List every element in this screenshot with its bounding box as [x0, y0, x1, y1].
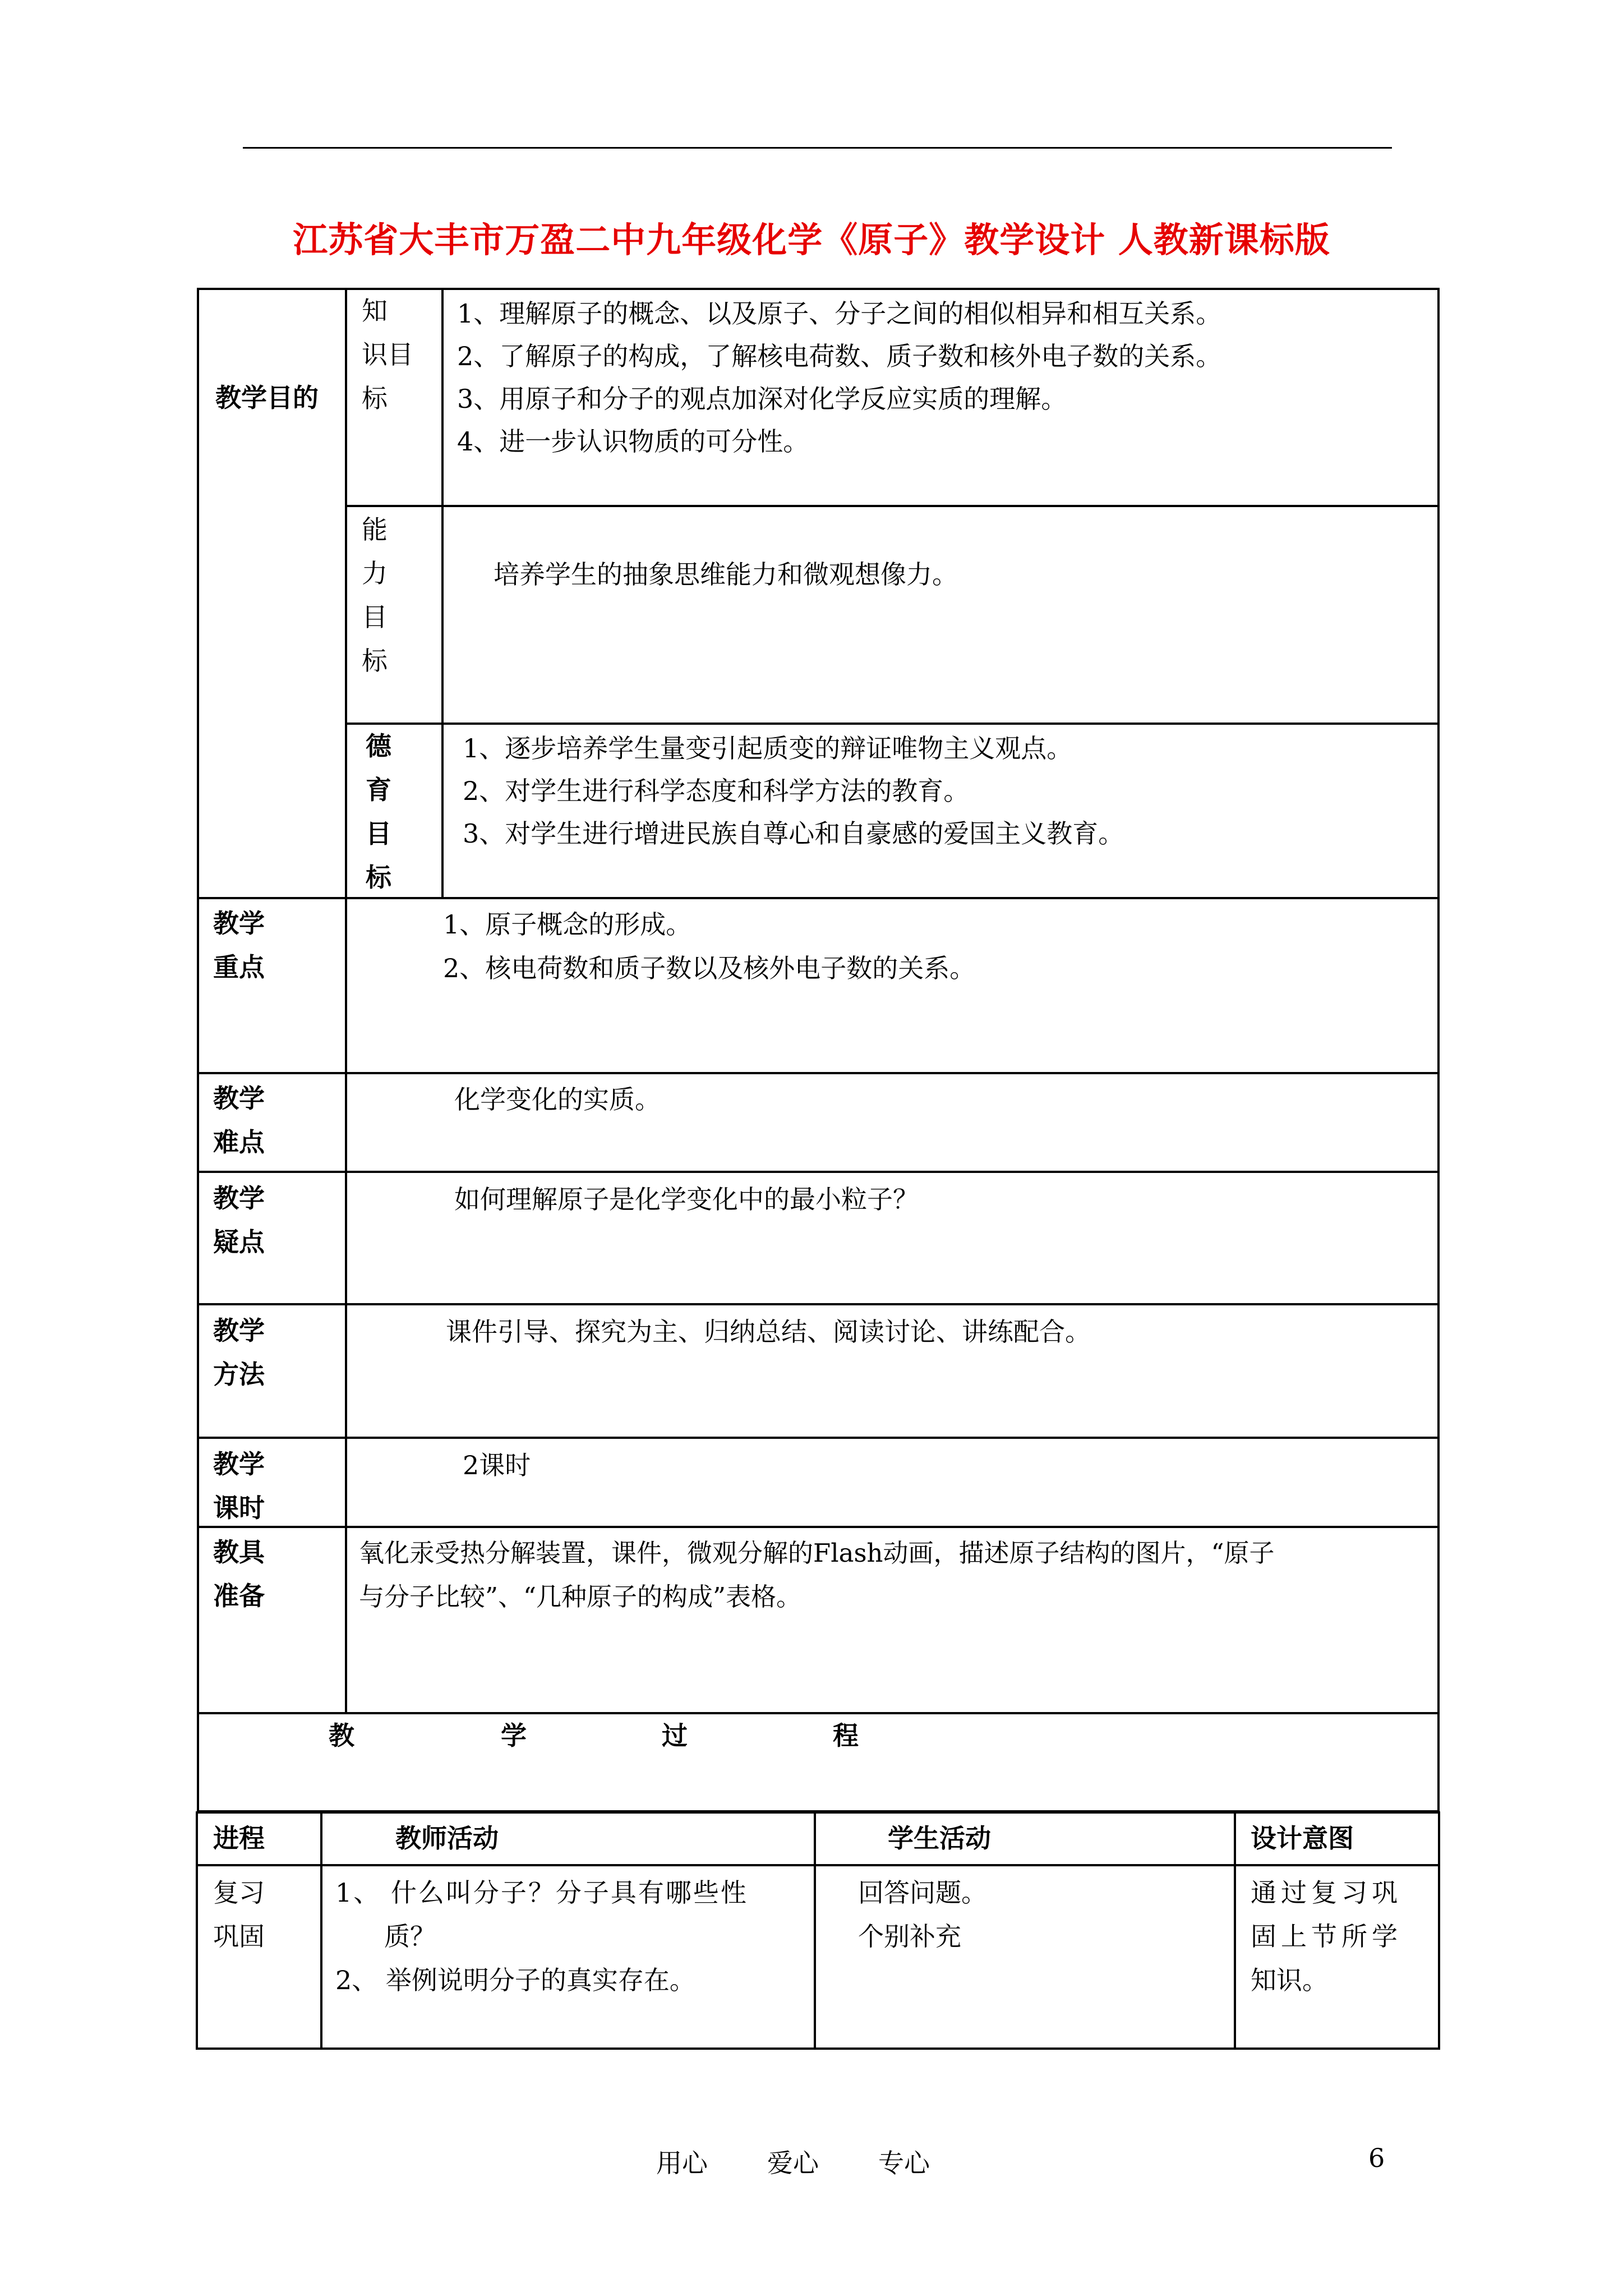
- ability-label-4: 标: [362, 646, 388, 676]
- intent-line-2: 固上节所学: [1251, 1921, 1402, 1952]
- process-heading-2: 学: [501, 1720, 527, 1751]
- method-label-2: 方法: [213, 1359, 265, 1389]
- row-divider: [197, 1303, 1440, 1305]
- column-header-student: 学生活动: [888, 1823, 991, 1853]
- teacher-line-2: 质？: [384, 1921, 436, 1952]
- ability-label-1: 能: [362, 514, 388, 545]
- row-divider: [197, 1171, 1440, 1173]
- footer-item-3: 专心: [878, 2148, 930, 2178]
- process-heading-4: 程: [833, 1720, 859, 1751]
- moral-label-2: 育: [366, 775, 391, 805]
- method-label-1: 教学: [213, 1315, 265, 1346]
- stage-line-2: 巩固: [213, 1921, 265, 1952]
- row-divider: [197, 1437, 1440, 1439]
- equipment-label-1: 教具: [213, 1537, 265, 1567]
- objectives-label: 教学目的: [215, 383, 319, 413]
- page-number: 6: [1368, 2143, 1385, 2173]
- equipment-line-2: 与分子比较”、“几种原子的构成”表格。: [359, 1582, 802, 1612]
- difficulty-text: 化学变化的实质。: [454, 1084, 661, 1115]
- difficulty-label-1: 教学: [213, 1083, 265, 1114]
- key-point-2: 2、核电荷数和质子数以及核外电子数的关系。: [443, 953, 976, 983]
- row-divider: [197, 1526, 1440, 1528]
- header-rule: [243, 147, 1392, 149]
- column-header-teacher: 教师活动: [395, 1823, 499, 1853]
- column-divider: [345, 288, 347, 1712]
- teacher-line-3: 2、 举例说明分子的真实存在。: [335, 1965, 695, 1995]
- ability-label-3: 目: [362, 602, 388, 632]
- difficulty-label-2: 难点: [213, 1127, 265, 1157]
- row-divider: [346, 505, 1438, 507]
- footer-item-2: 爱心: [767, 2148, 819, 2178]
- knowledge-label-2: 识目: [362, 339, 413, 370]
- student-line-2: 个别补充: [858, 1921, 961, 1952]
- stage-line-1: 复习: [213, 1878, 265, 1908]
- moral-item-2: 2、对学生进行科学态度和科学方法的教育。: [463, 776, 970, 806]
- column-divider: [320, 1811, 322, 2050]
- key-point-1: 1、原子概念的形成。: [443, 909, 692, 940]
- moral-label-4: 标: [366, 862, 391, 892]
- knowledge-item-3: 3、用原子和分子的观点加深对化学反应实质的理解。: [457, 384, 1067, 414]
- column-divider: [441, 288, 444, 898]
- moral-label-3: 目: [366, 818, 391, 849]
- page-title: 江苏省大丰市万盈二中九年级化学《原子》教学设计 人教新课标版: [293, 219, 1330, 260]
- row-divider: [197, 1072, 1440, 1074]
- process-heading-1: 教: [329, 1720, 354, 1751]
- knowledge-item-2: 2、了解原子的构成，了解核电荷数、质子数和核外电子数的关系。: [457, 341, 1222, 371]
- hours-label-1: 教学: [213, 1449, 265, 1479]
- knowledge-label-3: 标: [362, 383, 388, 413]
- row-divider: [346, 723, 1438, 725]
- equipment-label-2: 准备: [213, 1581, 265, 1611]
- intent-line-3: 知识。: [1251, 1965, 1328, 1995]
- moral-item-3: 3、对学生进行增进民族自尊心和自豪感的爱国主义教育。: [463, 818, 1124, 849]
- knowledge-label-1: 知: [362, 296, 388, 326]
- hours-text: 2课时: [463, 1450, 531, 1480]
- moral-label-1: 德: [366, 731, 391, 761]
- moral-item-1: 1、逐步培养学生量变引起质变的辩证唯物主义观点。: [463, 733, 1073, 763]
- footer-item-1: 用心: [656, 2148, 708, 2178]
- hours-label-2: 课时: [213, 1493, 265, 1523]
- key-points-label-1: 教学: [213, 908, 265, 938]
- method-text: 课件引导、探究为主、归纳总结、阅读讨论、讲练配合。: [446, 1317, 1091, 1347]
- knowledge-item-1: 1、理解原子的概念、以及原子、分子之间的相似相异和相互关系。: [457, 298, 1222, 329]
- header-row-divider: [196, 1864, 1440, 1866]
- column-header-intent: 设计意图: [1251, 1823, 1354, 1853]
- knowledge-item-4: 4、进一步认识物质的可分性。: [457, 426, 809, 457]
- column-header-stage: 进程: [213, 1823, 265, 1853]
- student-line-1: 回答问题。: [858, 1878, 987, 1908]
- doubt-label-1: 教学: [213, 1183, 265, 1213]
- key-points-label-2: 重点: [213, 952, 265, 982]
- equipment-line-1: 氧化汞受热分解装置，课件，微观分解的Flash动画，描述原子结构的图片，“原子: [359, 1538, 1275, 1568]
- ability-label-2: 力: [362, 558, 388, 588]
- column-divider: [814, 1811, 816, 2050]
- intent-line-1: 通过复习巩: [1251, 1878, 1402, 1908]
- process-heading-3: 过: [662, 1720, 688, 1751]
- column-divider: [1234, 1811, 1236, 2050]
- row-divider: [197, 1712, 1440, 1714]
- doubt-label-2: 疑点: [213, 1227, 265, 1257]
- teacher-line-1: 1、 什么叫分子？分子具有哪些性: [335, 1878, 748, 1908]
- doubt-text: 如何理解原子是化学变化中的最小粒子？: [454, 1184, 919, 1214]
- ability-text: 培养学生的抽象思维能力和微观想像力。: [494, 559, 958, 590]
